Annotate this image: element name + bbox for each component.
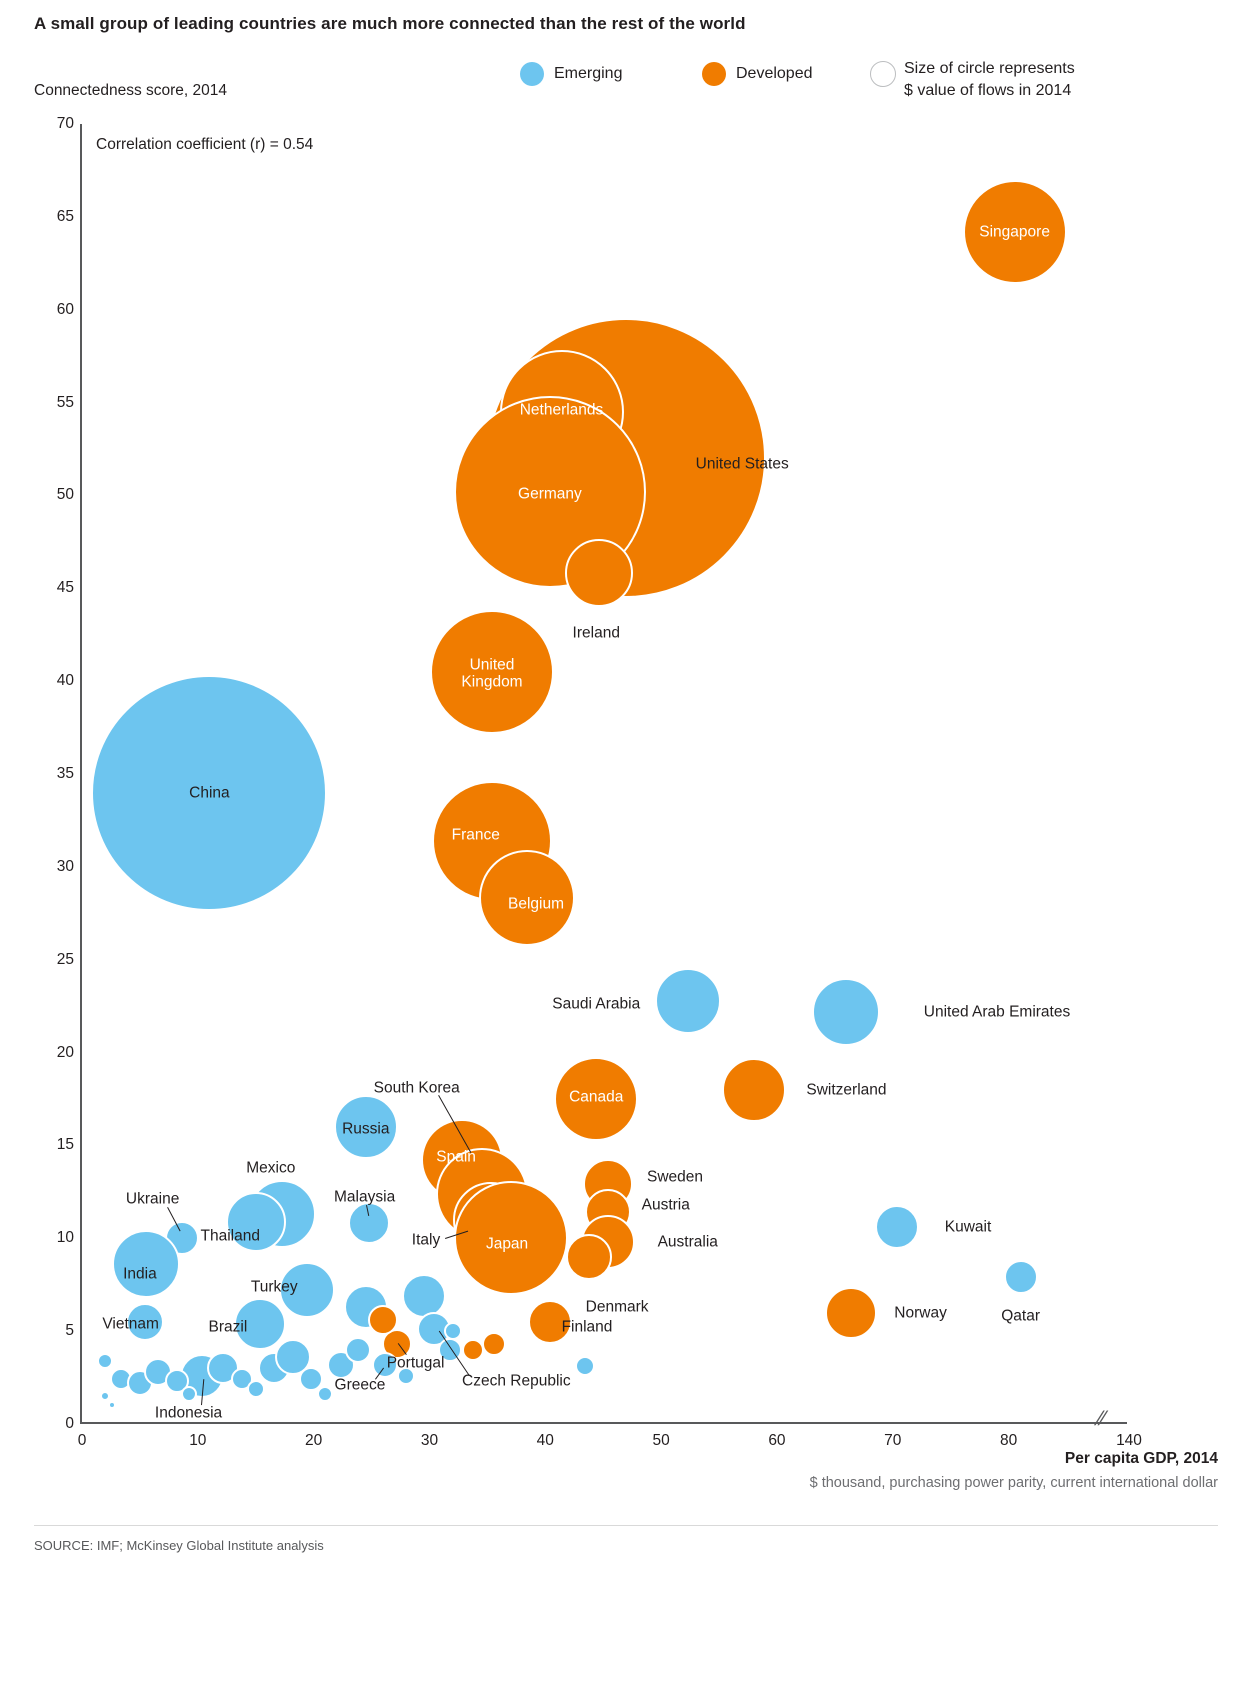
label-united-arab-emirates: United Arab Emirates xyxy=(923,1003,1071,1021)
bubble-turkey[interactable] xyxy=(279,1262,335,1318)
bubble-belgium[interactable] xyxy=(479,850,575,946)
label-netherlands: Netherlands xyxy=(519,401,604,419)
y-axis-label: Connectedness score, 2014 xyxy=(34,82,228,99)
label-ireland: Ireland xyxy=(572,624,620,642)
label-greece: Greece xyxy=(334,1376,386,1394)
x-tick-30: 30 xyxy=(420,1432,439,1449)
label-ukraine: Ukraine xyxy=(125,1190,180,1208)
bubble-other-7[interactable] xyxy=(100,1391,110,1401)
source-note: SOURCE: IMF; McKinsey Global Institute analysis xyxy=(34,1538,324,1553)
x-axis-label: Per capita GDP, 2014 xyxy=(1064,1450,1218,1467)
y-tick-5: 5 xyxy=(65,1322,74,1340)
label-saudi-arabia: Saudi Arabia xyxy=(552,995,641,1013)
label-portugal: Portugal xyxy=(386,1354,445,1372)
y-tick-15: 15 xyxy=(56,1136,74,1154)
bubble-other-17[interactable] xyxy=(345,1337,371,1363)
correlation-annotation: Correlation coefficient (r) = 0.54 xyxy=(96,136,314,153)
y-tick-55: 55 xyxy=(56,393,74,411)
label-finland: Finland xyxy=(561,1318,613,1336)
legend-emerging-label: Emerging xyxy=(554,65,623,82)
bubble-other-1[interactable] xyxy=(97,1353,113,1369)
label-denmark: Denmark xyxy=(585,1298,649,1316)
x-tick-80: 80 xyxy=(999,1432,1018,1449)
x-tick-70: 70 xyxy=(884,1432,902,1449)
y-tick-45: 45 xyxy=(56,579,74,597)
label-qatar: Qatar xyxy=(1001,1307,1041,1325)
y-tick-70: 70 xyxy=(56,115,74,132)
y-tick-35: 35 xyxy=(56,765,74,782)
label-australia: Australia xyxy=(657,1233,718,1251)
label-china: China xyxy=(189,783,230,801)
label-indonesia: Indonesia xyxy=(154,1404,223,1422)
label-switzerland: Switzerland xyxy=(806,1081,887,1099)
label-belgium: Belgium xyxy=(508,895,565,913)
x-tick-40: 40 xyxy=(536,1432,554,1449)
label-germany: Germany xyxy=(518,484,582,502)
x-tick-140: 140 xyxy=(1116,1432,1142,1449)
x-tick-20: 20 xyxy=(305,1432,323,1449)
plot-area xyxy=(56,115,1142,1449)
label-sweden: Sweden xyxy=(647,1168,704,1186)
y-tick-50: 50 xyxy=(56,486,74,504)
legend-developed-label: Developed xyxy=(736,65,813,82)
bubble-singapore[interactable] xyxy=(963,180,1067,284)
bubble-other-15[interactable] xyxy=(317,1386,333,1402)
y-tick-20: 20 xyxy=(56,1043,74,1061)
label-italy: Italy xyxy=(411,1231,441,1249)
x-axis-sublabel: $ thousand, purchasing power parity, current international dollar xyxy=(809,1475,1218,1491)
bubble-switzerland[interactable] xyxy=(722,1058,786,1122)
legend-size-swatch xyxy=(870,61,896,87)
bubble-united-kingdom[interactable] xyxy=(430,610,554,734)
bubble-vietnam[interactable] xyxy=(126,1303,164,1341)
bubble-other-21[interactable] xyxy=(482,1332,506,1356)
label-spain: Spain xyxy=(436,1147,476,1165)
bubble-other-11[interactable] xyxy=(247,1380,265,1398)
label-canada: Canada xyxy=(569,1088,624,1106)
x-axis-break-icon: // xyxy=(1092,1408,1108,1430)
label-thailand: Thailand xyxy=(200,1227,260,1245)
label-united-states: United States xyxy=(695,455,789,473)
footer-divider xyxy=(34,1525,1218,1526)
y-tick-65: 65 xyxy=(56,207,74,225)
bubble-qatar[interactable] xyxy=(1004,1260,1038,1294)
bubble-india[interactable] xyxy=(112,1230,180,1298)
label-japan: Japan xyxy=(485,1235,529,1253)
y-tick-30: 30 xyxy=(56,857,74,875)
label-russia: Russia xyxy=(342,1120,390,1138)
label-united-kingdom: United Kingdom xyxy=(461,656,523,691)
y-tick-25: 25 xyxy=(56,950,74,968)
y-tick-0: 0 xyxy=(65,1415,74,1432)
label-malaysia: Malaysia xyxy=(334,1188,396,1206)
chart-legend xyxy=(520,58,1160,108)
x-tick-60: 60 xyxy=(768,1432,786,1449)
label-turkey: Turkey xyxy=(250,1277,298,1295)
bubble-finland[interactable] xyxy=(528,1300,572,1344)
bubble-other-6[interactable] xyxy=(181,1386,197,1402)
legend-emerging-swatch xyxy=(520,62,544,86)
label-brazil: Brazil xyxy=(208,1318,248,1336)
label-south-korea: South Korea xyxy=(373,1079,460,1097)
label-czech-republic: Czech Republic xyxy=(462,1372,571,1390)
bubble-ireland[interactable] xyxy=(565,539,633,607)
legend-size-note-line2: $ value of flows in 2014 xyxy=(904,82,1072,99)
bubble-canada[interactable] xyxy=(554,1057,638,1141)
page-title: A small group of leading countries are much more connected than the rest of the world xyxy=(34,14,746,33)
bubble-kuwait[interactable] xyxy=(875,1205,919,1249)
label-mexico: Mexico xyxy=(246,1159,296,1177)
bubble-other-8[interactable] xyxy=(108,1401,116,1409)
x-tick-0: 0 xyxy=(77,1432,87,1449)
bubble-japan[interactable] xyxy=(454,1181,568,1295)
bubble-hungary[interactable] xyxy=(402,1274,446,1318)
bubble-other-22[interactable] xyxy=(575,1356,595,1376)
label-norway: Norway xyxy=(894,1303,947,1321)
x-tick-50: 50 xyxy=(652,1432,670,1449)
bubble-denmark[interactable] xyxy=(566,1234,612,1280)
bubble-greece[interactable] xyxy=(372,1352,398,1378)
y-tick-40: 40 xyxy=(56,672,74,690)
bubble-other-23[interactable] xyxy=(444,1322,462,1340)
legend-developed-swatch xyxy=(702,62,726,86)
label-singapore: Singapore xyxy=(979,223,1050,241)
y-tick-10: 10 xyxy=(56,1229,74,1247)
bubble-slovakia[interactable] xyxy=(368,1305,398,1335)
x-tick-10: 10 xyxy=(189,1432,207,1449)
bubble-saudi-arabia[interactable] xyxy=(655,968,721,1034)
bubble-malaysia[interactable] xyxy=(348,1202,390,1244)
label-india: India xyxy=(123,1264,157,1282)
bubble-other-18[interactable] xyxy=(397,1367,415,1385)
y-tick-60: 60 xyxy=(56,300,74,318)
bubble-russia[interactable] xyxy=(334,1095,398,1159)
legend-size-note-line1: Size of circle represents xyxy=(904,60,1075,77)
bubble-thailand[interactable] xyxy=(226,1192,286,1252)
label-austria: Austria xyxy=(641,1196,690,1214)
bubble-other-20[interactable] xyxy=(462,1339,484,1361)
label-vietnam: Vietnam xyxy=(102,1315,159,1333)
bubble-brazil[interactable] xyxy=(234,1298,286,1350)
bubble-norway[interactable] xyxy=(825,1287,877,1339)
label-france: France xyxy=(451,826,500,844)
label-kuwait: Kuwait xyxy=(944,1218,992,1236)
bubble-united-arab-emirates[interactable] xyxy=(812,978,880,1046)
bubble-china[interactable] xyxy=(91,675,327,911)
